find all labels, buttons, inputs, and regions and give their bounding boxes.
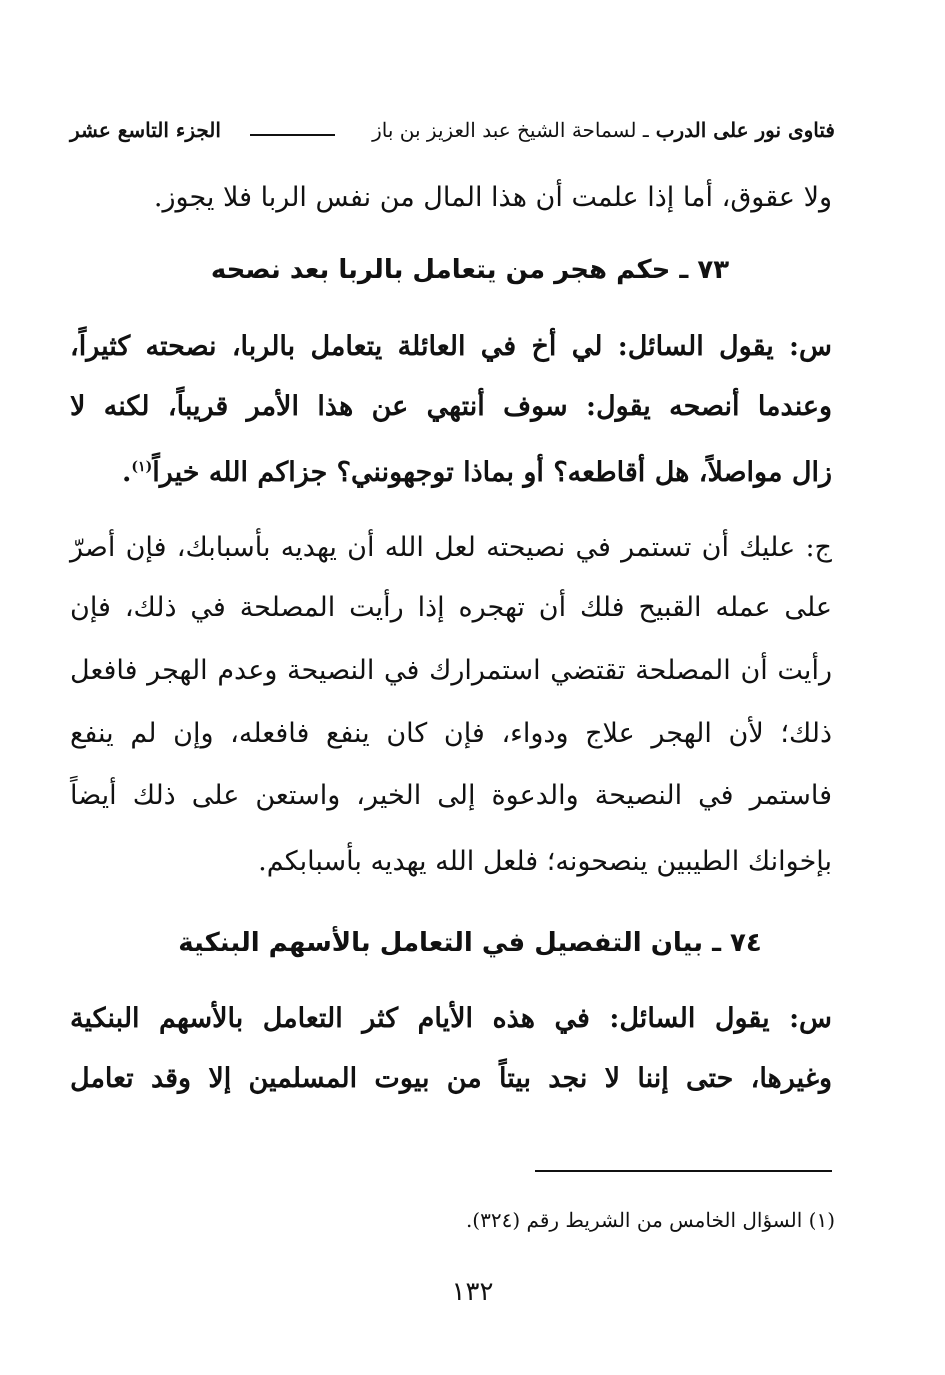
answer-line: رأيت أن المصلحة تقتضي استمرارك في النصيحة وعدم الهجر فافعل bbox=[70, 655, 832, 686]
answer-line: ذلك؛ لأن الهجر علاج ودواء، فإن كان ينفع فافعله، وإن لم ينفع bbox=[70, 718, 832, 749]
section-heading-73: ٧٣ ـ حكم هجر من يتعامل بالربا بعد نصحه bbox=[210, 255, 730, 285]
question-text: زال مواصلاً، هل أقاطعه؟ أو بماذا توجهونني؟ جزاكم الله خيراً bbox=[152, 457, 832, 488]
question-line: وغيرها، حتى إننا لا نجد بيتاً من بيوت المسلمين إلا وقد تعامل bbox=[70, 1063, 832, 1094]
question-line: وعندما أنصحه يقول: سوف أنتهي عن هذا الأمر قريباً، لكنه لا bbox=[70, 391, 832, 422]
header-rule bbox=[250, 134, 335, 136]
continuation-line: ولا عقوق، أما إذا علمت أن هذا المال من نفس الربا فلا يجوز. bbox=[153, 182, 832, 213]
page-number: ١٣٢ bbox=[451, 1277, 494, 1307]
section-heading-74: ٧٤ ـ بيان التفصيل في التعامل بالأسهم البنكية bbox=[178, 928, 762, 958]
question-line-last: زال مواصلاً، هل أقاطعه؟ أو بماذا توجهونني؟ جزاكم الله خيراً$^{(١)}$. bbox=[122, 457, 832, 488]
author-name: ـ لسماحة الشيخ عبد العزيز بن باز bbox=[372, 118, 649, 142]
answer-line: بإخوانك الطيبين ينصحونه؛ فلعل الله يهديه بأسبابكم. bbox=[258, 846, 832, 877]
book-title: فتاوى نور على الدرب bbox=[655, 118, 835, 142]
volume-label: الجزء التاسع عشر bbox=[70, 118, 221, 142]
answer-line: على عمله القبيح فلك أن تهجره إذا رأيت المصلحة في ذلك، فإن bbox=[70, 592, 832, 623]
question-line: س: يقول السائل: لي أخ في العائلة يتعامل بالربا، نصحته كثيراً، bbox=[70, 331, 832, 362]
footnote-ref: (١) bbox=[131, 459, 153, 475]
footnote: (١) السؤال الخامس من الشريط رقم (٣٢٤). bbox=[465, 1208, 835, 1232]
running-header bbox=[70, 110, 835, 150]
answer-line: ج: عليك أن تستمر في نصيحته لعل الله أن يهديه بأسبابك، فإن أصرّ bbox=[70, 532, 832, 563]
question-line: س: يقول السائل: في هذه الأيام كثر التعامل بالأسهم البنكية bbox=[70, 1003, 832, 1034]
footnote-rule bbox=[535, 1170, 832, 1172]
answer-line: فاستمر في النصيحة والدعوة إلى الخير، واستعن على ذلك أيضاً bbox=[70, 780, 832, 811]
